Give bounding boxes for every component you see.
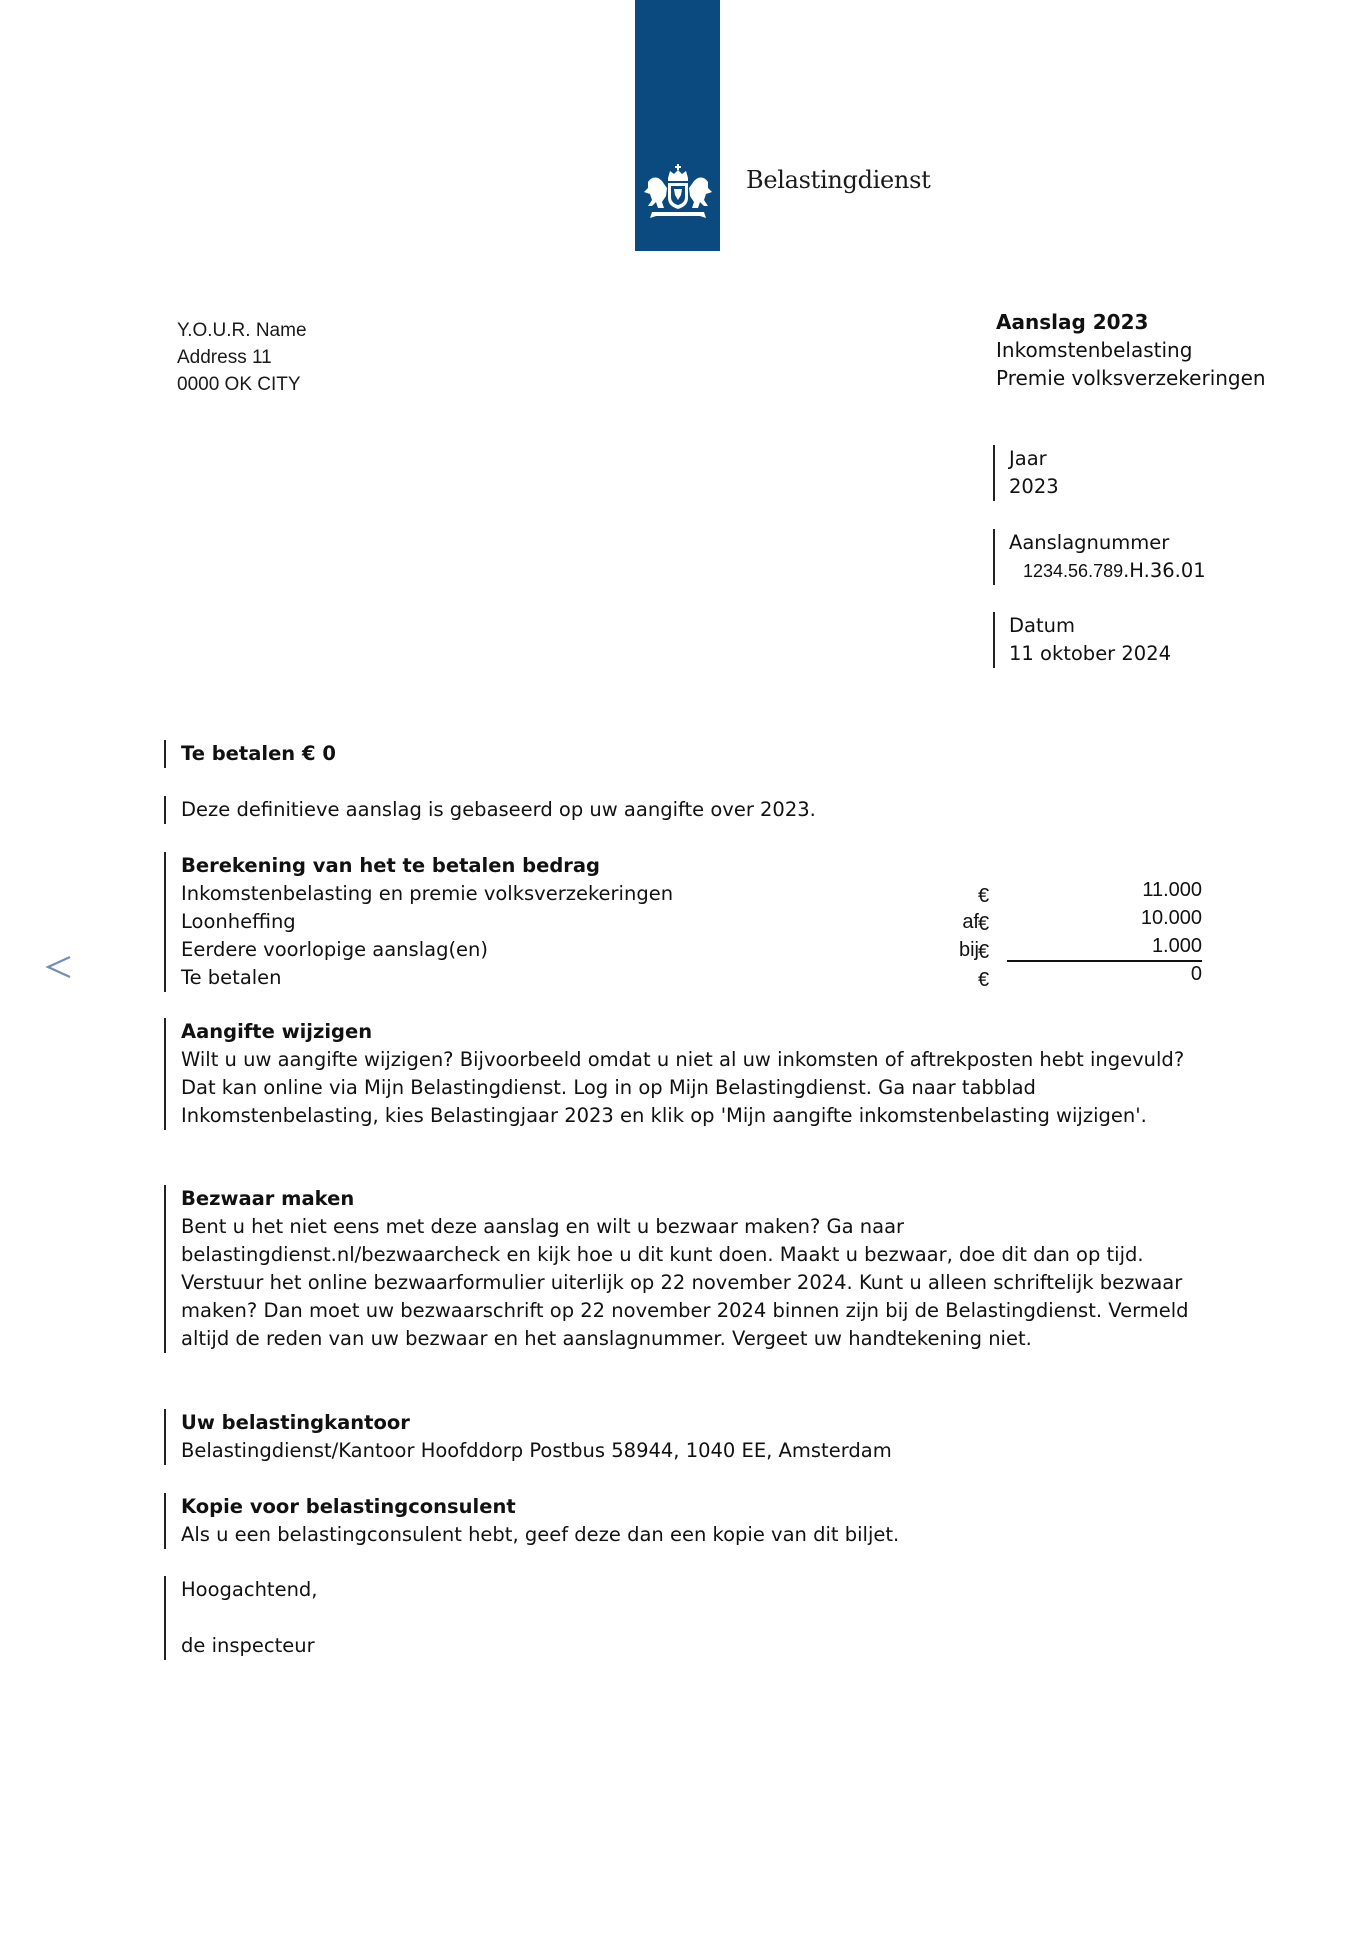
assessment-number-label: Aanslagnummer (1009, 531, 1170, 554)
calc-direction: af (962, 911, 979, 933)
intro-block (164, 796, 1201, 824)
document-subtitle-tax: Inkomstenbelasting (996, 338, 1193, 362)
objection-text: Bent u het niet eens met deze aanslag en wilt u bezwaar maken? Ga naar belastingdienst.nl/bezwaarcheck en kijk hoe u dit kunt doen. Maakt u bezwaar, doe dit dan op tijd. Verstuur het online bezwaarformulier uiterlijk op 22 november 2024. Kunt u alleen schriftelijk bezwaar maken? Dan moet uw bezwaarschrift op 22 november 2024 binnen zijn bij de Belastingdienst. Vermeld altijd de reden van uw bezwaar en het aanslagnummer. Vergeet uw handtekening niet. (181, 1215, 1189, 1350)
recipient-street: Address 11 (177, 347, 272, 368)
recipient-name: Y.O.U.R. Name (177, 320, 307, 341)
calc-label: Inkomstenbelasting en premie volksverzekeringen (181, 882, 674, 905)
objection-block (164, 1185, 1191, 1353)
calc-amount: 0 (1190, 963, 1202, 985)
document-header (996, 308, 1266, 392)
calc-amount: 11.000 (1142, 879, 1202, 901)
change-return-block (164, 1018, 1191, 1130)
tax-office-heading: Uw belastingkantoor (181, 1411, 410, 1434)
calculation-heading: Berekening van het te betalen bedrag (181, 854, 601, 877)
year-label: Jaar (1009, 447, 1047, 470)
copy-consultant-text: Als u een belastingconsulent hebt, geef deze dan een kopie van dit biljet. (181, 1523, 900, 1546)
objection-heading: Bezwaar maken (181, 1187, 355, 1210)
document-subtitle-premium: Premie volksverzekeringen (996, 366, 1266, 390)
assessment-number-value (1009, 557, 1206, 585)
tax-office-address: Belastingdienst/Kantoor Hoofddorp Postbus 58944, 1040 EE, Amsterdam (181, 1439, 892, 1462)
date-value: 11 oktober 2024 (1009, 642, 1172, 665)
calc-label: Loonheffing (181, 910, 296, 933)
intro-text: Deze definitieve aanslag is gebaseerd op uw aangifte over 2023. (181, 798, 816, 821)
royal-coat-of-arms-icon (640, 162, 716, 228)
recipient-postal-city: 0000 OK CITY (177, 374, 301, 395)
meta-year (993, 445, 1059, 501)
assessment-number-part2: .H.36.01 (1123, 559, 1206, 582)
document-title: Aanslag 2023 (996, 310, 1149, 334)
meta-date (993, 612, 1171, 668)
calc-amount: 10.000 (1140, 907, 1202, 929)
euro-sign: € (978, 969, 990, 991)
amount-due-block (164, 740, 1201, 768)
meta-assessment-number (993, 529, 1206, 585)
closing-greeting: Hoogachtend, (181, 1578, 318, 1601)
year-value: 2023 (1009, 475, 1059, 498)
calc-row-total (181, 964, 1221, 992)
brand-name: Belastingdienst (746, 166, 931, 194)
calc-amount: 1.000 (1007, 932, 1202, 962)
recipient-address (177, 317, 307, 398)
euro-sign: € (978, 941, 990, 963)
change-return-text: Wilt u uw aangifte wijzigen? Bijvoorbeeld omdat u niet al uw inkomsten of aftrekposten hebt ingevuld? Dat kan online via Mijn Belastingdienst. Log in op Mijn Belastingdienst. Ga naar tabblad Inkomstenbelasting, kies Belastingjaar 2023 en klik op 'Mijn aangifte inkomstenbelasting wijzigen'. (181, 1048, 1185, 1127)
calc-label: Eerdere voorlopige aanslag(en) (181, 938, 489, 961)
assessment-number-part1: 1234.56.789 (1023, 561, 1124, 581)
calculation-block (164, 852, 1221, 992)
calc-direction: bij (958, 939, 979, 961)
tax-office-block (164, 1409, 1201, 1465)
closing-block (164, 1576, 1201, 1660)
closing-signature: de inspecteur (181, 1634, 315, 1657)
date-label: Datum (1009, 614, 1075, 637)
euro-sign: € (978, 885, 990, 907)
calc-label: Te betalen (181, 966, 282, 989)
amount-due-heading: Te betalen € 0 (181, 742, 336, 765)
chevron-left-icon[interactable] (44, 951, 74, 983)
change-return-heading: Aangifte wijzigen (181, 1020, 373, 1043)
copy-consultant-block (164, 1493, 1201, 1549)
copy-consultant-heading: Kopie voor belastingconsulent (181, 1495, 516, 1518)
euro-sign: € (978, 913, 990, 935)
